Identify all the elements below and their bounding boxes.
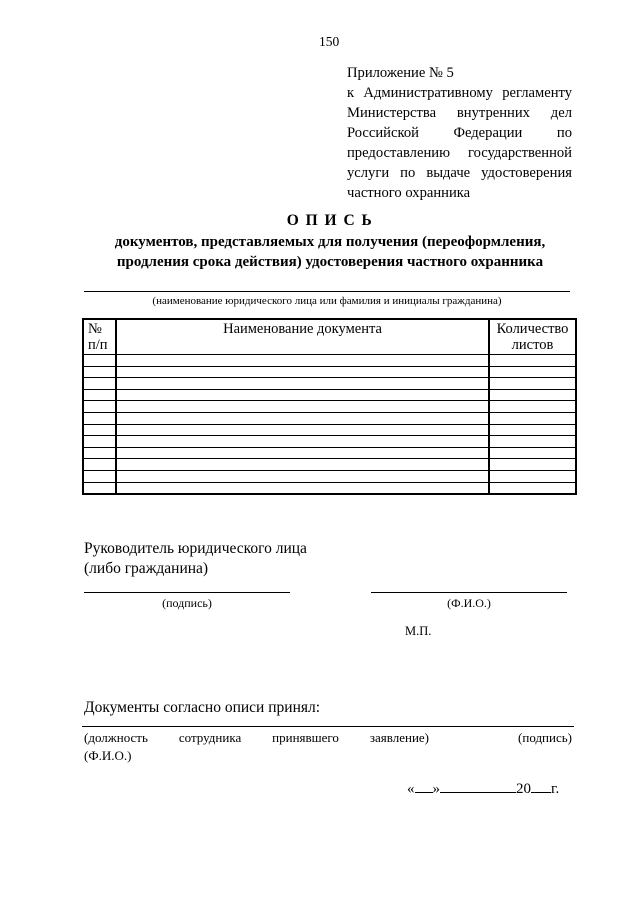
table-cell [83,482,116,494]
table-cell [116,447,489,459]
table-cell [116,412,489,424]
date-line [407,779,559,798]
appendix-block [347,63,572,203]
table-cell [83,447,116,459]
column-header-num: № п/п [83,319,116,355]
column-header-sheets: Количество листов [489,319,576,355]
table-cell [489,366,576,378]
signature-fill-line [84,580,290,593]
table-cell [116,470,489,482]
page-number: 150 [319,34,340,49]
table-cell [116,459,489,471]
table-row [83,366,576,378]
org-name-fill-line [84,279,570,292]
table-cell [489,424,576,436]
table-cell [116,424,489,436]
table-cell [116,436,489,448]
signatory-label-line: (либо гражданина) [84,559,209,577]
table-cell [489,459,576,471]
accepted-fio-caption: (Ф.И.О.) [84,748,132,763]
table-cell [489,436,576,448]
title-block [20,210,640,272]
table-row [83,412,576,424]
accepted-sign-caption: (подпись) [518,730,572,745]
table-cell [489,355,576,367]
accepted-label: Документы согласно описи принял: [84,699,321,716]
table-cell [83,470,116,482]
appendix-line: услуги по выдаче удостоверения [347,165,572,181]
date-day-fill-line [415,779,433,793]
table-row [83,459,576,471]
caption-word: (должность [84,730,148,745]
signatory-label-line: Руководитель юридического лица [84,540,307,557]
document-subtitle-line: продления срока действия) удостоверения частного охранника [116,254,544,270]
date-century: 20 [516,781,531,797]
table-row [83,401,576,413]
caption-word: заявление) [369,730,429,745]
date-year-fill-line [531,779,551,793]
table-cell [489,401,576,413]
table-cell [489,389,576,401]
org-name-caption: (наименование юридического лица или фамилия и инициалы гражданина) [152,295,502,307]
table-cell [489,378,576,390]
accepted-caption-words [84,730,429,746]
date-close-quote: » [432,781,440,797]
table-cell [83,366,116,378]
table-cell [83,355,116,367]
date-open-quote: « [407,781,415,797]
table-cell [83,412,116,424]
table-row [83,482,576,494]
caption-word: принявшего [272,730,339,745]
accepted-caption-row [84,730,572,746]
document-subtitle-line: документов, представляемых для получения (переоформления, [114,234,546,250]
appendix-line: Приложение № 5 [347,65,454,81]
seal-mark: М.П. [405,624,432,638]
table-row [83,470,576,482]
fio-fill-line [371,580,567,593]
accepted-fill-line [82,714,574,727]
table-cell [489,482,576,494]
appendix-line: к Административному регламенту [347,85,572,101]
table-row [83,389,576,401]
document-heading: О П И С Ь [286,212,374,229]
table-header-row [83,319,576,355]
table-cell [489,412,576,424]
table-row [83,355,576,367]
caption-word: сотрудника [178,730,242,745]
doc-table-body [83,355,576,494]
table-cell [116,355,489,367]
appendix-line: Российской Федерации по [347,125,572,141]
table-row [83,436,576,448]
appendix-line: Министерства внутренних дел [347,105,572,121]
appendix-line: частного охранника [347,185,471,201]
signature-caption: (подпись) [162,596,212,610]
table-cell [83,436,116,448]
table-cell [116,389,489,401]
table-cell [83,389,116,401]
table-cell [116,378,489,390]
date-suffix: г. [551,781,560,797]
table-cell [489,447,576,459]
table-cell [83,378,116,390]
table-cell [489,470,576,482]
column-header-name: Наименование документа [116,319,489,355]
documents-table [82,318,577,495]
signatory-label [84,539,307,578]
date-month-fill-line [440,779,516,793]
table-row [83,424,576,436]
fio-caption: (Ф.И.О.) [447,596,491,610]
table-cell [83,459,116,471]
table-row [83,447,576,459]
table-cell [116,401,489,413]
table-row [83,378,576,390]
table-cell [83,424,116,436]
table-cell [83,401,116,413]
table-cell [116,482,489,494]
appendix-line: предоставлению государственной [347,145,572,161]
table-cell [116,366,489,378]
